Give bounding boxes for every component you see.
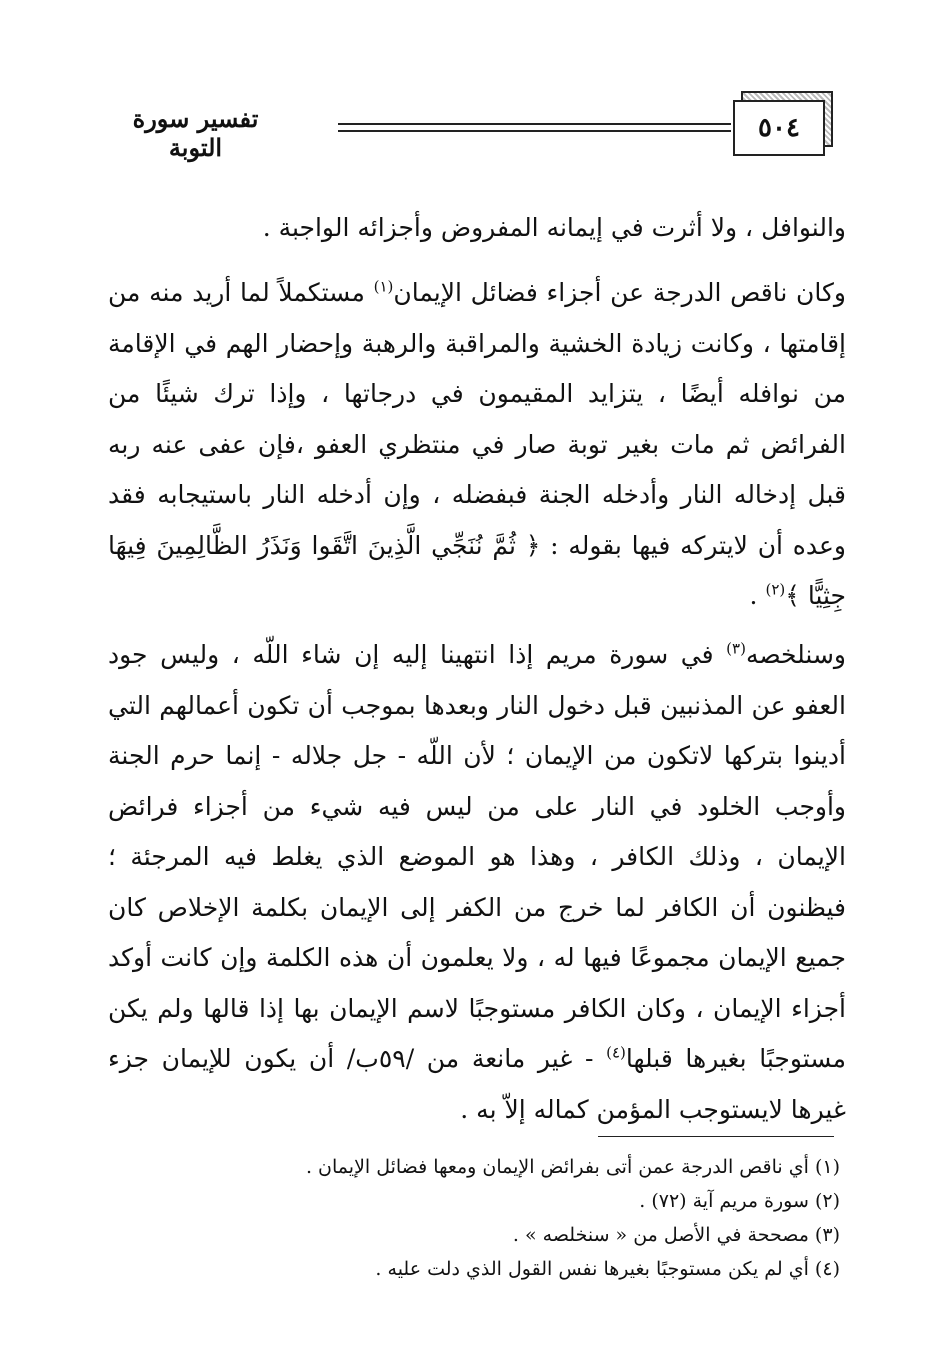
paragraph-2: وكان ناقص الدرجة عن أجزاء فضائل الإيمان$^{(١)}$ مستكملاً لما أريد منه من إقامتها ، وكانت زيادة الخشية والمراقبة والرهبة وإحضار الهم في الإقامة من نوافله أيضًا ، يتزايد المقيمون في درجاتها ، وإذا ترك شيئًا من الفرائض ثم مات بغير توبة صار في منتظري العفو ،فإن عفى عنه ربه قبل إدخاله النار وأدخله الجنة فبفضله ، وإن أدخله النار باستيجابه فقد وعده أن لايتركه فيها بقوله : ﴿ ثُمَّ نُنَجِّي الَّذِينَ اتَّقَوا وَنَذَرُ الظَّالِمِينَ فِيهَا جِثِيًّا ﴾$^{(٢)}$ . <box>108 277 846 610</box>
footnote-4: (٤) أي لم يكن مستوجبًا بغيرها نفس القول الذي دلت عليه . <box>375 1258 840 1280</box>
footnote-marker: (٤) <box>606 1043 626 1062</box>
footnote-separator <box>598 1136 834 1137</box>
footnote-marker: (٣) <box>726 639 746 658</box>
paragraph-1: والنوافل ، ولا أثرت في إيمانه المفروض وأجزائه الواجبة . <box>262 213 846 242</box>
footnote-3: (٣) مصححة في الأصل من « سنخلصه » . <box>512 1224 840 1246</box>
footnote-marker: (٢) <box>765 580 786 599</box>
page-number: ٥٠٤ <box>733 100 825 156</box>
header-rule-top <box>338 123 731 125</box>
footnotes <box>150 1150 840 1286</box>
paragraph-3: وسنلخصه$^{(٣)}$ في سورة مريم إذا انتهينا إليه إن شاء اللّه ، وليس جود العفو عن المذنبين قبل دخول النار وبعدها بموجب أن تكون أعمالهم التي أدينوا بتركها لاتكون من الإيمان ؛ لأن اللّه - جل جلاله - إنما حرم الجنة وأوجب الخلود في النار على من ليس فيه شيء من أجزاء فرائض الإيمان ، وذلك الكافر ، وهذا هو الموضع الذي يغلط فيه المرجئة ؛ فيظنون أن الكافر لما خرج من الكفر إلى الإيمان بكلمة الإخلاص كان جميع الإيمان مجموعًا فيها له ، ولا يعلمون أن هذه الكلمة وإن كانت أوكد أجزاء الإيمان ، وكان الكافر مستوجبًا لاسم الإيمان بها إذا قالها ولم يكن مستوجبًا بغيرها قبلها$^{(٤)}$ - غير مانعة من /٥٩ب/ أن يكون للإيمان جزء غيرها لايستوجب المؤمن كماله إلاّ به . <box>108 639 846 1124</box>
footnote-marker: (١) <box>373 277 394 296</box>
running-title: تفسير سورة التوبة <box>132 104 259 162</box>
footnote-2: (٢) سورة مريم آية (٧٢) . <box>639 1190 840 1212</box>
header-rule-bottom <box>338 130 731 132</box>
footnote-1: (١) أي ناقص الدرجة عمن أتى بفرائض الإيمان ومعها فضائل الإيمان . <box>305 1156 840 1178</box>
